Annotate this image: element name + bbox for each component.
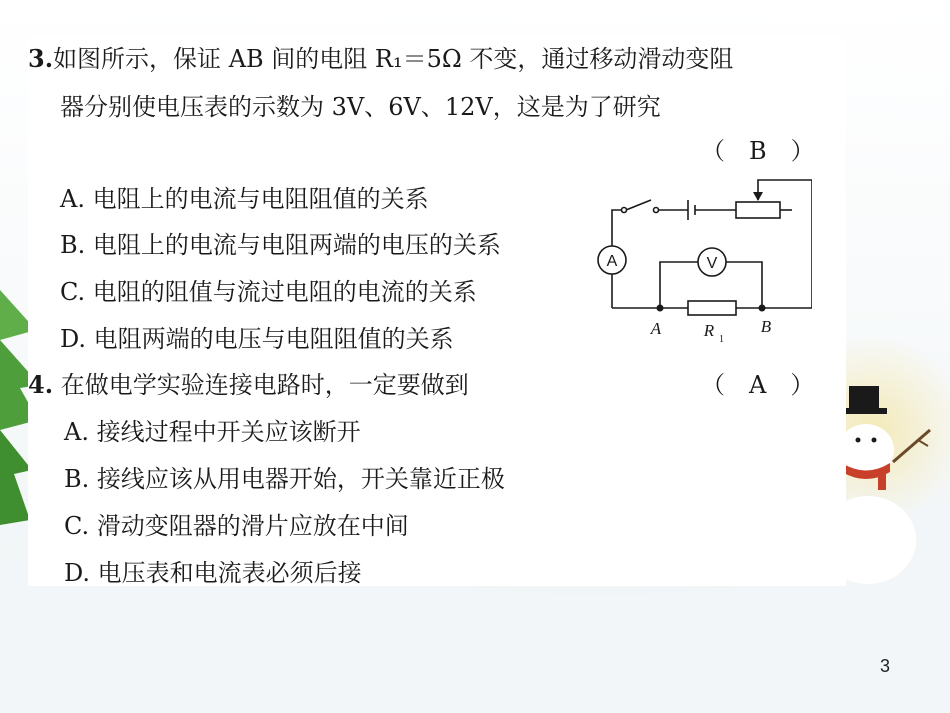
q3-option-b: B. 电阻上的电流与电阻两端的电压的关系	[60, 231, 501, 259]
q3-stem-line1	[28, 44, 733, 74]
junction-a	[657, 305, 664, 312]
point-b-label: B	[760, 317, 772, 336]
q3-answer: （ B ）	[701, 137, 815, 165]
point-a-label: A	[650, 319, 662, 338]
q4-stem-text: 在做电学实验连接电路时，一定要做到	[60, 371, 469, 399]
switch-contact-right	[654, 208, 659, 213]
q4-option-d: D. 电压表和电流表必须后接	[64, 559, 362, 587]
rheostat-body	[736, 202, 780, 218]
q3-option-d: D. 电阻两端的电压与电阻阻值的关系	[60, 325, 454, 353]
question-card	[28, 36, 846, 586]
switch-lever	[626, 200, 651, 210]
resistor-subscript: 1	[719, 334, 724, 345]
wire-top-left	[612, 210, 622, 246]
resistor-label: R	[703, 321, 715, 340]
rheostat-slider	[758, 180, 812, 200]
junction-b	[759, 305, 766, 312]
voltmeter-label: V	[706, 255, 718, 272]
switch-contact-left	[622, 208, 627, 213]
q3-number: 3.	[28, 44, 54, 73]
page-number: 3	[879, 656, 890, 676]
q4-stem-line	[28, 370, 469, 400]
q3-stem-text-1: 如图所示，保证 AB 间的电阻 R₁＝5Ω 不变，通过移动滑动变阻	[53, 45, 734, 73]
q4-option-a: A. 接线过程中开关应该断开	[64, 418, 361, 446]
slider-arrowhead	[753, 192, 763, 201]
ammeter-label: A	[606, 253, 618, 270]
q3-option-a: A. 电阻上的电流与电阻阻值的关系	[60, 185, 429, 213]
q4-option-b: B. 接线应该从用电器开始，开关靠近正极	[64, 465, 505, 493]
circuit-diagram	[596, 176, 812, 346]
q3-stem-line2: 器分别使电压表的示数为 3V、6V、12V，这是为了研究	[60, 93, 661, 121]
resistor-r1	[688, 301, 736, 315]
q4-number: 4.	[28, 370, 54, 399]
q3-option-c: C. 电阻的阻值与流过电阻的电流的关系	[60, 278, 477, 306]
q4-option-c: C. 滑动变阻器的滑片应放在中间	[64, 512, 409, 540]
q4-answer: （ A ）	[701, 371, 815, 399]
